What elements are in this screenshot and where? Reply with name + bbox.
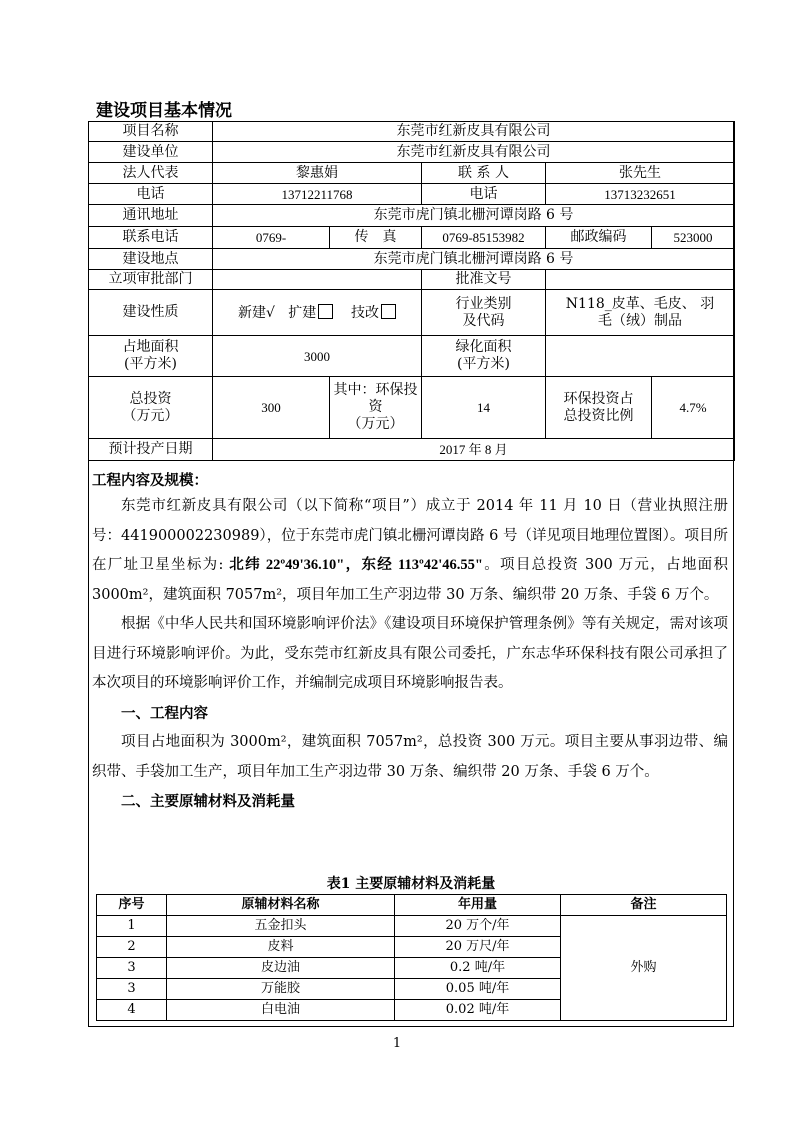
row-note: 外购	[561, 916, 727, 1021]
start-date-label: 预计投产日期	[89, 439, 213, 461]
phone-value: 13712211768	[213, 184, 422, 205]
contact-person-label: 联 系 人	[422, 163, 546, 184]
area-label-line1: 占地面积	[122, 339, 179, 355]
ratio-label-line1: 环保投资占	[563, 390, 634, 407]
content-paragraph-3: 项目占地面积为 3000m²，建筑面积 7057m²，总投资 300 万元。项目主要从事羽边带、编织带、手袋加工生产，项目年加工生产羽边带 30 万条、编织带 20 万条、手袋 6 万个。	[92, 734, 728, 780]
content-heading: 工程内容及规模：	[92, 472, 208, 489]
row-index: 3	[97, 958, 167, 979]
contact-person-value: 张先生	[546, 163, 735, 184]
fax-value: 0769-85153982	[422, 227, 546, 249]
section-title: 建设项目基本情况	[96, 101, 232, 121]
content-paragraph-1	[92, 492, 728, 610]
postcode-value: 523000	[652, 227, 735, 249]
row-usage: 20 万尺/年	[395, 937, 561, 958]
postcode-label: 邮政编码	[546, 227, 652, 249]
section-1-heading: 一、工程内容	[121, 704, 208, 722]
tel-value: 0769-	[213, 227, 330, 249]
nature-options	[213, 290, 422, 336]
p1-text-a: 东莞市红新皮具有限公司（以下简称“项目”）成立于 2014 年 11 月 10 日（营业执照注册号：441900002230989），位于东莞市虎门镇北栅河谭岗路 6 号（详见项目地理位置图）。项目所在厂址卫星坐标为:	[92, 498, 728, 573]
address-value: 东莞市虎门镇北栅河谭岗路 6 号	[213, 205, 735, 227]
tech-checkbox	[381, 304, 396, 319]
invest-label	[89, 377, 213, 439]
row-material: 万能胶	[167, 979, 395, 1000]
approval-dept-value	[213, 270, 422, 290]
green-label-line1: 绿化面积	[455, 339, 512, 355]
header-material: 原辅材料名称	[167, 895, 395, 916]
row-usage: 0.2 吨/年	[395, 958, 561, 979]
nature-new: 新建√	[237, 304, 275, 321]
ratio-value: 4.7%	[652, 377, 735, 439]
row-material: 白电油	[167, 1000, 395, 1021]
nature-expand: 扩建	[288, 304, 317, 321]
page-number: 1	[392, 1036, 402, 1051]
nature-label: 建设性质	[89, 290, 213, 336]
row-index: 2	[97, 937, 167, 958]
row-material: 皮边油	[167, 958, 395, 979]
industry-label-line1: 行业类别	[455, 295, 512, 312]
expand-checkbox	[318, 304, 333, 319]
header-usage: 年用量	[395, 895, 561, 916]
env-invest-label-line1: 其中：环保投	[333, 382, 418, 398]
industry-value-line1: N118_皮革、毛皮、 羽	[565, 295, 715, 312]
env-invest-label-line2: 资	[368, 399, 383, 415]
section-2-heading: 二、主要原辅材料及消耗量	[121, 793, 295, 810]
project-name-label: 项目名称	[89, 122, 213, 142]
header-note: 备注	[561, 895, 727, 916]
industry-label-line2: 及代码	[462, 312, 505, 329]
phone2-label: 电话	[422, 184, 546, 205]
project-info-table	[88, 121, 735, 461]
area-value: 3000	[213, 336, 422, 377]
env-invest-label	[330, 377, 422, 439]
builder-value: 东莞市红新皮具有限公司	[213, 142, 735, 163]
content-paragraph-2: 根据《中华人民共和国环境影响评价法》《建设项目环境保护管理条例》等有关规定，需对该项目进行环境影响评价。为此，受东莞市红新皮具有限公司委托，广东志华环保科技有限公司承担了本次项目的环境影响评价工作，并编制完成项目环境影响报告表。	[92, 616, 728, 691]
row-material: 五金扣头	[167, 916, 395, 937]
tel-label: 联系电话	[89, 227, 213, 249]
green-value	[546, 336, 735, 377]
row-index: 4	[97, 1000, 167, 1021]
project-name-value: 东莞市红新皮具有限公司	[213, 122, 735, 142]
header-index: 序号	[97, 895, 167, 916]
env-invest-value: 14	[422, 377, 546, 439]
start-date-value: 2017 年 8 月	[213, 439, 735, 461]
phone-label: 电话	[89, 184, 213, 205]
nature-tech: 技改	[351, 304, 380, 321]
invest-value: 300	[213, 377, 330, 439]
phone2-value: 13713232651	[546, 184, 735, 205]
project-content	[92, 470, 728, 817]
row-index: 1	[97, 916, 167, 937]
green-label-line2: (平方米)	[457, 356, 510, 372]
ratio-label-line2: 总投资比例	[563, 407, 634, 424]
builder-label: 建设单位	[89, 142, 213, 163]
p1-text-b: 。项目总投资 300 万元，占地面积 3000m²，建筑面积 7057m²，项目年加工生产羽边带 30 万条、编织带 20 万条、手袋 6 万个。	[92, 557, 728, 603]
materials-table	[96, 894, 727, 1021]
area-label	[89, 336, 213, 377]
row-usage: 0.05 吨/年	[395, 979, 561, 1000]
site-label: 建设地点	[89, 249, 213, 270]
materials-caption: 表1 主要原辅材料及消耗量	[326, 876, 496, 892]
row-material: 皮料	[167, 937, 395, 958]
table-row	[97, 916, 727, 937]
env-invest-label-line3: （万元）	[347, 416, 404, 432]
ratio-label	[546, 377, 652, 439]
industry-value-line2: 毛（绒）制品	[598, 312, 682, 329]
green-label	[422, 336, 546, 377]
site-value: 东莞市虎门镇北栅河谭岗路 6 号	[213, 249, 735, 270]
area-label-line2: (平方米)	[124, 356, 177, 372]
row-index: 3	[97, 979, 167, 1000]
approval-dept-label: 立项审批部门	[89, 270, 213, 290]
fax-label: 传 真	[330, 227, 422, 249]
approval-doc-value	[546, 270, 735, 290]
row-usage: 20 万个/年	[395, 916, 561, 937]
industry-value	[546, 290, 735, 336]
row-usage: 0.02 吨/年	[395, 1000, 561, 1021]
invest-label-line1: 总投资	[129, 390, 172, 407]
address-label: 通讯地址	[89, 205, 213, 227]
site-coordinates: 北纬 22º49'36.10"，东经 113º42'46.55"	[229, 557, 483, 573]
legal-rep-label: 法人代表	[89, 163, 213, 184]
invest-label-line2: （万元）	[122, 407, 179, 424]
legal-rep-value: 黎惠娟	[213, 163, 422, 184]
industry-label	[422, 290, 546, 336]
approval-doc-label: 批准文号	[422, 270, 546, 290]
